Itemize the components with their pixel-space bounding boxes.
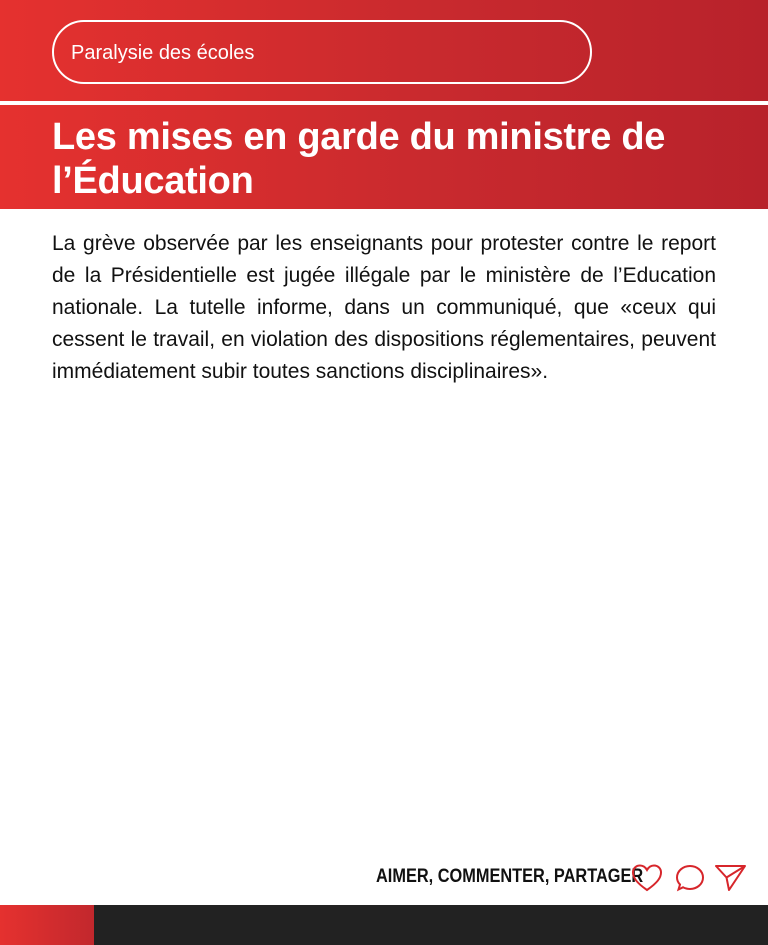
header-divider (0, 101, 768, 105)
send-icon[interactable] (714, 862, 748, 894)
footer-accent (0, 905, 94, 945)
footer-bar (0, 905, 768, 945)
article-title: Les mises en garde du ministre de l’Éducation (52, 116, 666, 202)
engagement-cta: AIMER, COMMENTER, PARTAGER (376, 866, 644, 887)
heart-icon[interactable] (630, 862, 664, 894)
article-body: La grève observée par les enseignants pour protester contre le report de la Présidentielle est jugée illégale par le ministère de l’Education nationale. La tutelle informe, dans un communiqué, que «ceux qui cessent le travail, en violation des dispositions réglementaires, peuvent immédiatement subir toutes sanctions disciplinaires». (52, 232, 716, 383)
header-banner (0, 0, 768, 209)
category-pill (52, 20, 592, 84)
comment-icon[interactable] (675, 862, 709, 894)
category-label: Paralysie des écoles (71, 42, 255, 64)
